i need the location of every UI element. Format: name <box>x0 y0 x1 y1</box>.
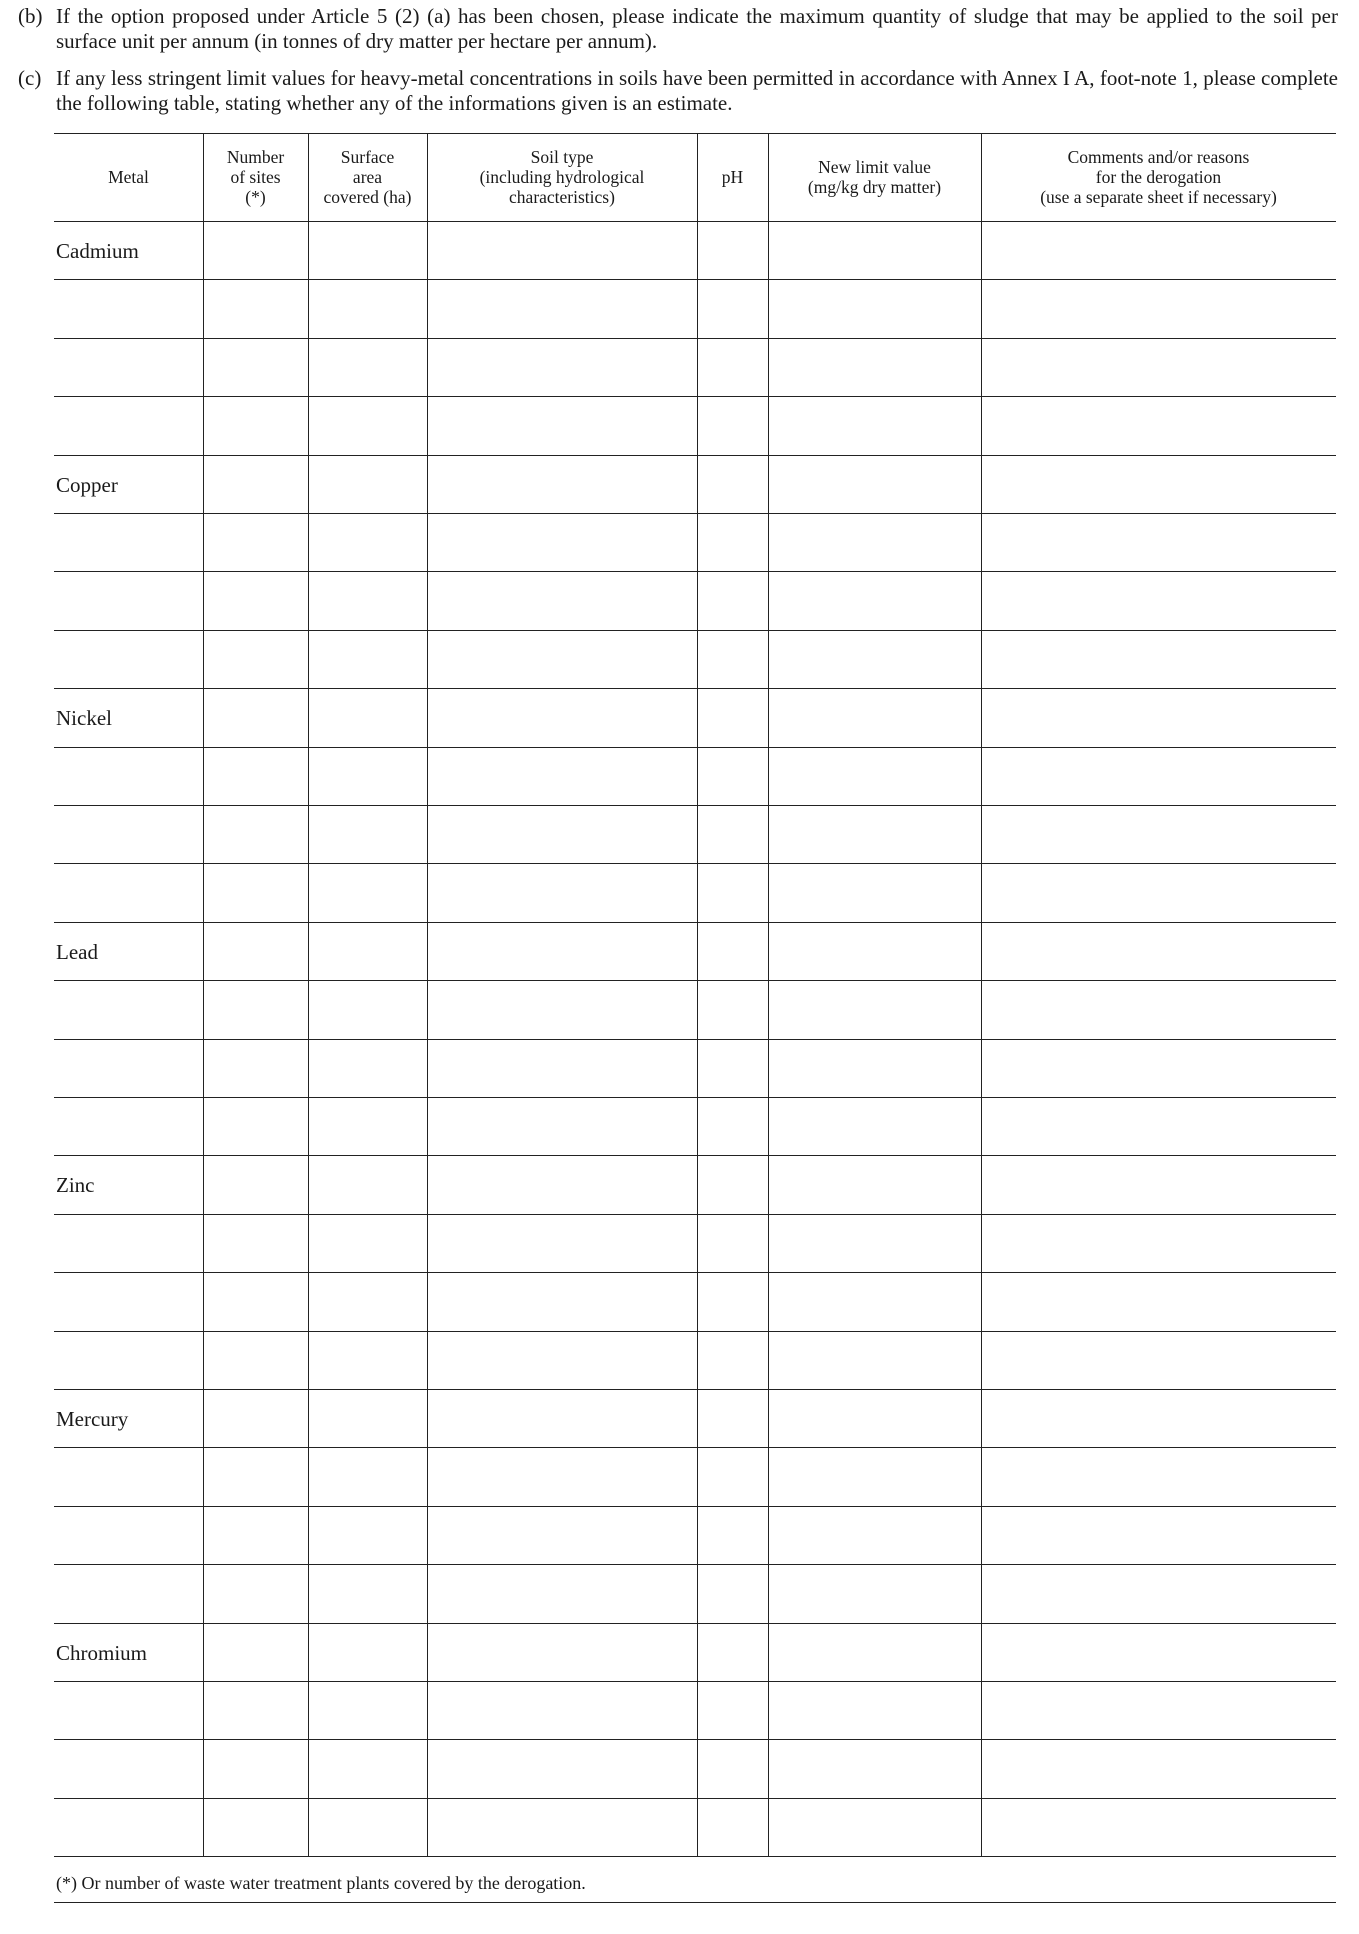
column-header-line: Number <box>226 147 285 167</box>
row-rule <box>54 1739 1336 1740</box>
column-header-line: (mg/kg dry matter) <box>807 177 942 197</box>
column-header-line: New limit value <box>818 157 931 177</box>
metal-label: Lead <box>56 939 98 964</box>
metal-label: Mercury <box>56 1407 129 1431</box>
column-header-text <box>808 157 941 197</box>
row-rule <box>54 980 1336 981</box>
column-header-text <box>227 147 284 207</box>
paragraph-b <box>18 4 1338 54</box>
row-rule <box>54 1039 1336 1040</box>
column-header <box>768 133 981 221</box>
row-rule <box>54 747 1336 748</box>
paragraph-c <box>18 66 1338 116</box>
row-rule <box>54 688 1336 689</box>
column-header-line: of sites <box>230 167 281 187</box>
row-rule <box>54 1856 1336 1857</box>
column-rule <box>697 133 698 1856</box>
column-header-line: pH <box>721 167 744 187</box>
column-header <box>697 133 768 221</box>
row-rule <box>54 1623 1336 1624</box>
column-header-line: Metal <box>108 167 149 187</box>
row-rule <box>54 922 1336 923</box>
row-rule <box>54 513 1336 514</box>
metal-label: Copper <box>56 472 118 497</box>
paragraph-b-text: If the option proposed under Article 5 (2) (a) has been chosen, please indicate the maximum quantity of sludge that may be applied to the soil per surface unit per annum (in tonnes of dry matter per hectare per annum). <box>56 4 1338 53</box>
column-rule <box>981 133 982 1856</box>
row-rule <box>54 630 1336 631</box>
column-header-line: (including hydrological <box>479 167 645 187</box>
row-rule <box>54 1447 1336 1448</box>
row-rule <box>54 279 1336 280</box>
column-header-text <box>722 167 743 187</box>
paragraph-b-label: (b) <box>18 4 43 28</box>
column-header-line: covered (ha) <box>323 187 412 207</box>
column-header-line: for the derogation <box>1095 167 1222 187</box>
row-rule <box>54 1389 1336 1390</box>
row-rule <box>54 1272 1336 1273</box>
column-rule <box>427 133 428 1856</box>
column-rule <box>768 133 769 1856</box>
row-rule <box>54 1564 1336 1565</box>
footnote-rule <box>54 1902 1336 1903</box>
column-header <box>54 133 203 221</box>
row-rule <box>54 1214 1336 1215</box>
row-rule <box>54 338 1336 339</box>
column-header-line: characteristics) <box>509 187 615 207</box>
metal-label: Cadmium <box>56 239 139 263</box>
header-bottom-rule <box>54 221 1336 222</box>
column-header-text <box>324 147 412 207</box>
row-rule <box>54 1506 1336 1507</box>
paragraph-c-text: If any less stringent limit values for heavy-metal concentrations in soils have been permitted in accordance with Annex I A, foot-note 1, please complete the following table, stating whether any of the informations given is an estimate. <box>56 66 1338 115</box>
column-header <box>427 133 697 221</box>
column-header-line: (*) <box>245 187 266 207</box>
column-header-line: Surface <box>340 147 395 167</box>
row-rule <box>54 805 1336 806</box>
column-header <box>203 133 308 221</box>
column-header-line: area <box>352 167 383 187</box>
column-rule <box>203 133 204 1856</box>
column-header-text <box>1040 147 1277 207</box>
row-rule <box>54 1155 1336 1156</box>
row-rule <box>54 863 1336 864</box>
row-rule <box>54 1331 1336 1332</box>
row-rule <box>54 1798 1336 1799</box>
column-rule <box>308 133 309 1856</box>
column-header-line: Soil type <box>530 147 594 167</box>
column-header-line: Comments and/or reasons <box>1067 147 1250 167</box>
row-rule <box>54 455 1336 456</box>
row-rule <box>54 1097 1336 1098</box>
metal-label: Chromium <box>56 1640 148 1665</box>
column-header-line: (use a separate sheet if necessary) <box>1040 187 1277 207</box>
column-header-text <box>108 167 149 187</box>
paragraph-c-label: (c) <box>18 66 42 90</box>
column-header <box>308 133 427 221</box>
row-rule <box>54 571 1336 572</box>
row-rule <box>54 396 1336 397</box>
metal-label: Nickel <box>56 706 112 731</box>
footnote: (*) Or number of waste water treatment plants covered by the derogation. <box>56 1873 586 1893</box>
metal-label: Zinc <box>56 1173 95 1198</box>
row-rule <box>54 1681 1336 1682</box>
column-header-text <box>480 147 645 207</box>
column-header <box>981 133 1336 221</box>
